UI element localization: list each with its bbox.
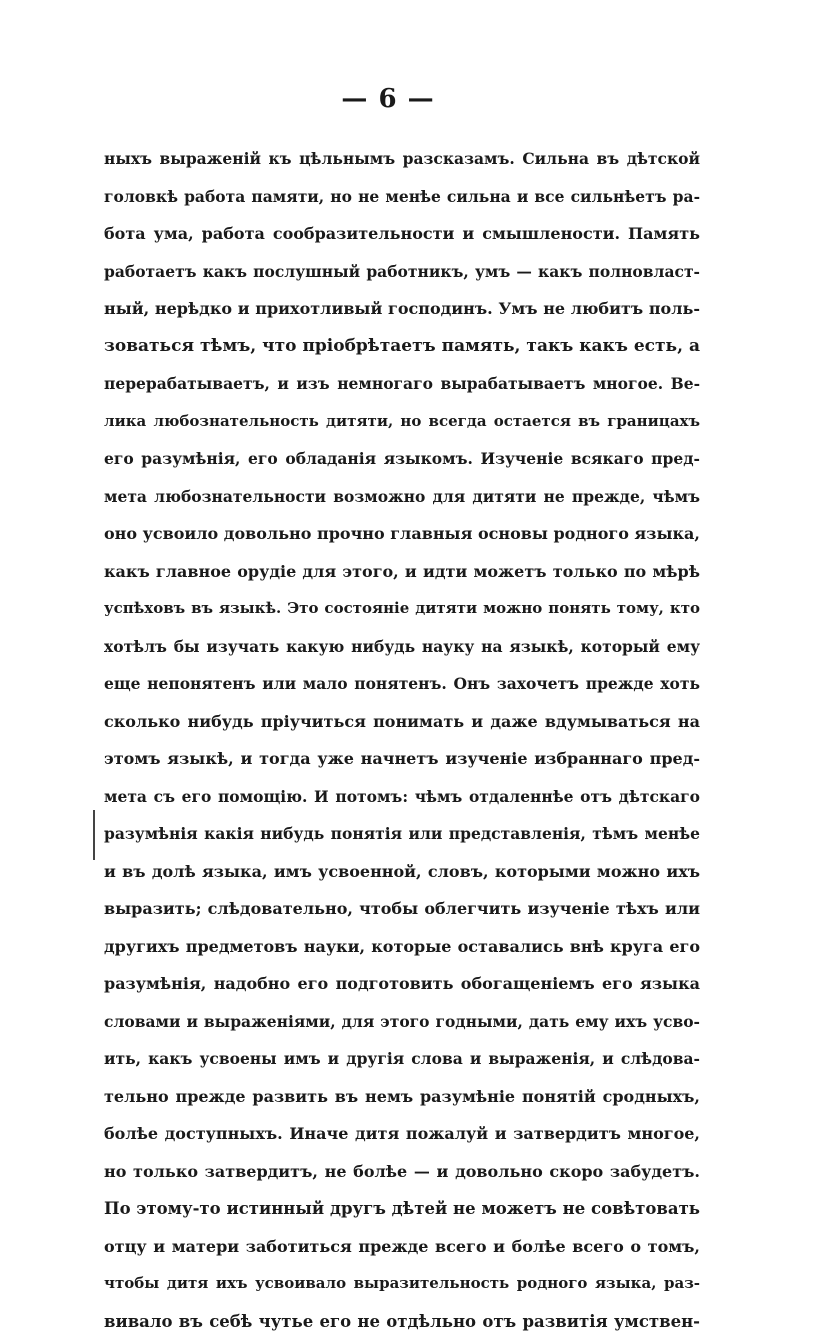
- text-line: тельно прежде развить въ немъ разумѣніе понятій сродныхъ,: [104, 1078, 700, 1116]
- text-line: оно усвоило довольно прочно главныя основы родного языка,: [104, 515, 700, 553]
- text-line: лика любознательность дитяти, но всегда остается въ границахъ: [104, 403, 700, 441]
- text-line: чтобы дитя ихъ усвоивало выразительность родного языка, раз-: [104, 1265, 700, 1303]
- text-line: словами и выраженіями, для этого годными, дать ему ихъ усво-: [104, 1003, 700, 1041]
- text-line: отцу и матери заботиться прежде всего и болѣе всего о томъ,: [104, 1228, 700, 1266]
- text-line: головкѣ работа памяти, но не менѣе сильна и все сильнѣетъ ра-: [104, 178, 700, 216]
- text-line: выразить; слѣдовательно, чтобы облегчить изученіе тѣхъ или: [104, 890, 700, 928]
- page-number: — 6 —: [0, 84, 776, 114]
- text-line: работаетъ какъ послушный работникъ, умъ — какъ полновласт-: [104, 253, 700, 291]
- text-line: другихъ предметовъ науки, которые оставались внѣ круга его: [104, 928, 700, 966]
- text-line: этомъ языкѣ, и тогда уже начнетъ изученіе избраннаго пред-: [104, 740, 700, 778]
- text-line: ить, какъ усвоены имъ и другія слова и выраженія, и слѣдова-: [104, 1040, 700, 1078]
- text-line: бота ума, работа сообразительности и смышлености. Память: [104, 215, 700, 253]
- text-line: вивало въ себѣ чутье его не отдѣльно отъ развитія умствен-: [104, 1303, 700, 1340]
- text-line: его разумѣнія, его обладанія языкомъ. Изученіе всякаго пред-: [104, 440, 700, 478]
- text-line: какъ главное орудіе для этого, и идти можетъ только по мѣрѣ: [104, 553, 700, 591]
- text-line: разумѣнія, надобно его подготовить обогащеніемъ его языка: [104, 965, 700, 1003]
- text-line: зоваться тѣмъ, что пріобрѣтаетъ память, такъ какъ есть, а: [104, 328, 700, 366]
- body-text: [104, 140, 700, 1340]
- text-line: еще непонятенъ или мало понятенъ. Онъ захочетъ прежде хоть: [104, 665, 700, 703]
- text-line: но только затвердитъ, не болѣе — и довольно скоро забудетъ.: [104, 1153, 700, 1191]
- text-line: По этому-то истинный другъ дѣтей не можетъ не совѣтовать: [104, 1190, 700, 1228]
- text-line: перерабатываетъ, и изъ немногаго вырабатываетъ многое. Ве-: [104, 365, 700, 403]
- text-line: разумѣнія какія нибудь понятія или представленія, тѣмъ менѣе: [104, 815, 700, 853]
- margin-mark: [93, 810, 95, 860]
- text-line: и въ долѣ языка, имъ усвоенной, словъ, которыми можно ихъ: [104, 853, 700, 891]
- text-line: хотѣлъ бы изучать какую нибудь науку на языкѣ, который ему: [104, 628, 700, 666]
- text-line: ныхъ выраженій къ цѣльнымъ разсказамъ. Сильна въ дѣтской: [104, 140, 700, 178]
- text-line: болѣе доступныхъ. Иначе дитя пожалуй и затвердитъ многое,: [104, 1115, 700, 1153]
- text-line: мета съ его помощію. И потомъ: чѣмъ отдаленнѣе отъ дѣтскаго: [104, 778, 700, 816]
- text-line: мета любознательности возможно для дитяти не прежде, чѣмъ: [104, 478, 700, 516]
- text-line: сколько нибудь пріучиться понимать и даже вдумываться на: [104, 703, 700, 741]
- text-line: ный, нерѣдко и прихотливый господинъ. Умъ не любитъ поль-: [104, 290, 700, 328]
- text-line: успѣховъ въ языкѣ. Это состояніе дитяти можно понять тому, кто: [104, 590, 700, 628]
